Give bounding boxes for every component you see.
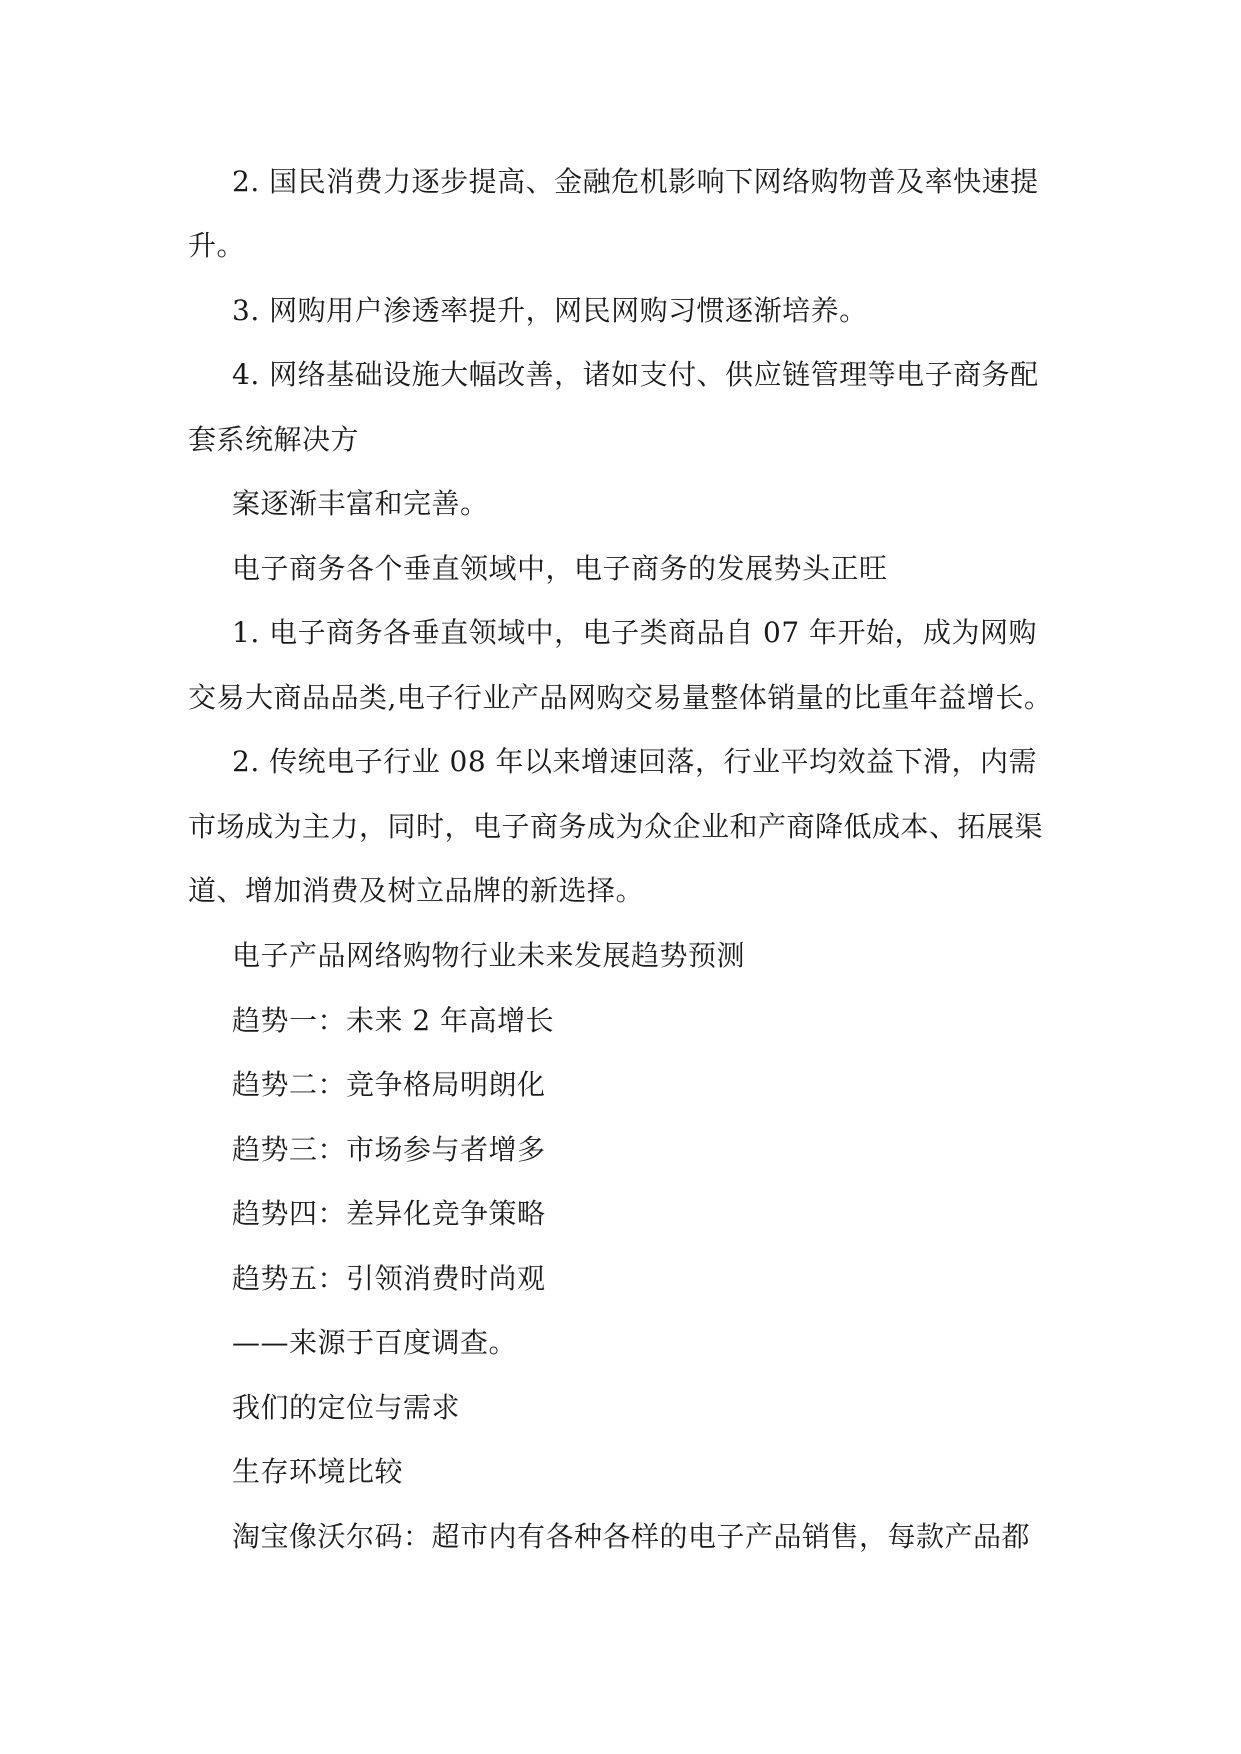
trend-item: 趋势二：竞争格局明朗化	[232, 1068, 546, 1101]
paragraph-line: 2. 传统电子行业 08 年以来增速回落，行业平均效益下滑，内需	[232, 745, 1038, 778]
paragraph-line: 交易大商品品类,电子行业产品网购交易量整体销量的比重年益增长。	[188, 681, 1053, 714]
trend-item: 趋势五：引领消费时尚观	[232, 1262, 546, 1295]
paragraph-line: 套系统解决方	[188, 423, 360, 456]
trend-item: 趋势一：未来 2 年高增长	[232, 1004, 555, 1037]
paragraph-line: 淘宝像沃尔码：超市内有各种各样的电子产品销售，每款产品都	[232, 1520, 1031, 1553]
paragraph-line: 道、增加消费及树立品牌的新选择。	[188, 874, 645, 907]
paragraph-line: 升。	[188, 229, 246, 262]
paragraph-line: 1. 电子商务各垂直领域中，电子类商品自 07 年开始，成为网购	[232, 616, 1038, 649]
paragraph-line: 案逐渐丰富和完善。	[232, 487, 489, 520]
paragraph-line: 市场成为主力，同时，电子商务成为众企业和产商降低成本、拓展渠	[188, 810, 1044, 843]
source-note: ——来源于百度调查。	[232, 1326, 518, 1359]
paragraph-line: 2. 国民消费力逐步提高、金融危机影响下网络购物普及率快速提	[232, 165, 1039, 198]
paragraph-line: 电子商务各个垂直领域中，电子商务的发展势头正旺	[232, 552, 888, 585]
section-heading: 我们的定位与需求	[232, 1391, 461, 1424]
trend-item: 趋势四：差异化竞争策略	[232, 1197, 546, 1230]
trend-item: 趋势三：市场参与者增多	[232, 1133, 546, 1166]
paragraph-line: 3. 网购用户渗透率提升，网民网购习惯逐渐培养。	[232, 294, 868, 327]
section-heading: 生存环境比较	[232, 1455, 404, 1488]
section-heading: 电子产品网络购物行业未来发展趋势预测	[232, 939, 746, 972]
paragraph-line: 4. 网络基础设施大幅改善，诸如支付、供应链管理等电子商务配	[232, 358, 1039, 391]
